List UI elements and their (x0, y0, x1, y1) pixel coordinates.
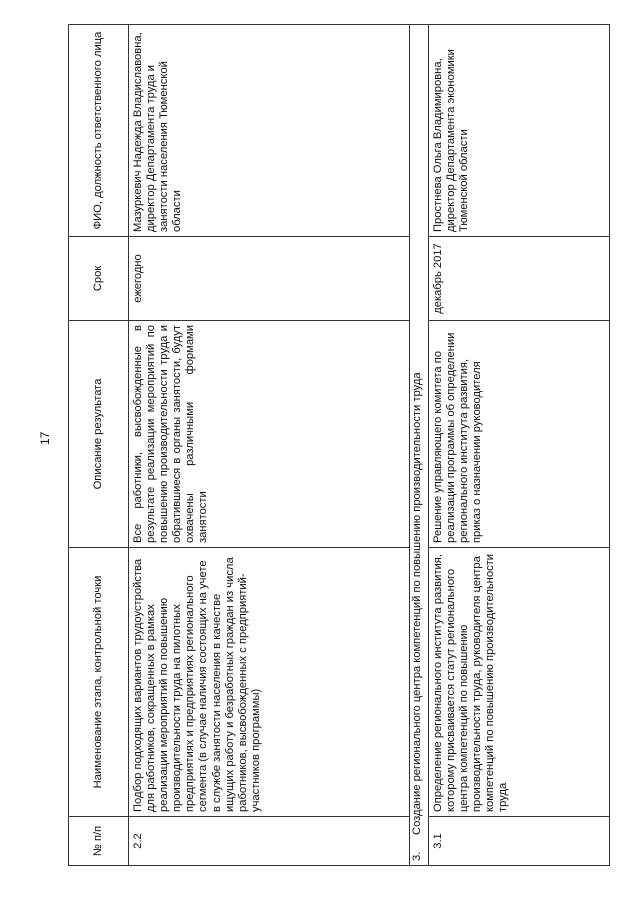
header-term: Срок (69, 237, 129, 321)
table-row (129, 25, 410, 866)
row-3-1-responsible: Простнева Ольга Владимировна, директор Департамента экономики Тюменской области (429, 25, 610, 237)
header-num: № п/п (69, 817, 129, 866)
page-number: 17 (38, 431, 52, 445)
row-3-1-description: Решение управляющего комитета по реализации программы об определении регионального института развития, приказ о назначении руководителя (429, 321, 610, 548)
section-row (410, 25, 429, 866)
header-responsible: ФИО, должность ответственного лица (69, 25, 129, 237)
rotated-table-container (68, 32, 600, 866)
row-3-1-term: декабрь 2017 (429, 237, 610, 321)
row-2-2-responsible: Мазуркевич Надежда Владиславовна, директор Департамента труда и занятости населения Тюменской области (129, 25, 410, 237)
row-2-2-stage-name: Подбор подходящих вариантов трудоустройства для работников, сокращенных в рамках реализации мероприятий по повышению производительности труда на пилотных предприятиях и предприятиях регионального сегмента (в случае наличия состоящих на учете в службе занятости населения в качестве ищущих работу и безработных граждан из числа работников, высвобожденных с предприятий-участников программы) (129, 548, 410, 817)
header-description: Описание результата (69, 321, 129, 548)
plan-table (68, 24, 610, 866)
row-3-1-stage-name: Определение регионального института развития, которому присваивается статут регионального центра компетенций по повышению производительности труда, руководителя центра компетенций по повышению производительности труда (429, 548, 610, 817)
section-3-cell (410, 25, 429, 866)
table-header-row (69, 25, 129, 866)
row-3-1-num: 3.1 (429, 817, 610, 866)
section-3-title: Создание регионального центра компетенций по повышению производительности труда (411, 372, 423, 835)
row-2-2-num: 2.2 (129, 817, 410, 866)
section-3-num: 3. (411, 851, 423, 861)
header-stage-name: Наименование этапа, контрольной точки (69, 548, 129, 817)
row-2-2-description: Все работники, высвобожденные в результате реализации мероприятий по повышению производительности труда и обратившиеся в органы занятости, будут охвачены различными формами занятости (129, 321, 410, 548)
row-2-2-term: ежегодно (129, 237, 410, 321)
table-row (429, 25, 610, 866)
